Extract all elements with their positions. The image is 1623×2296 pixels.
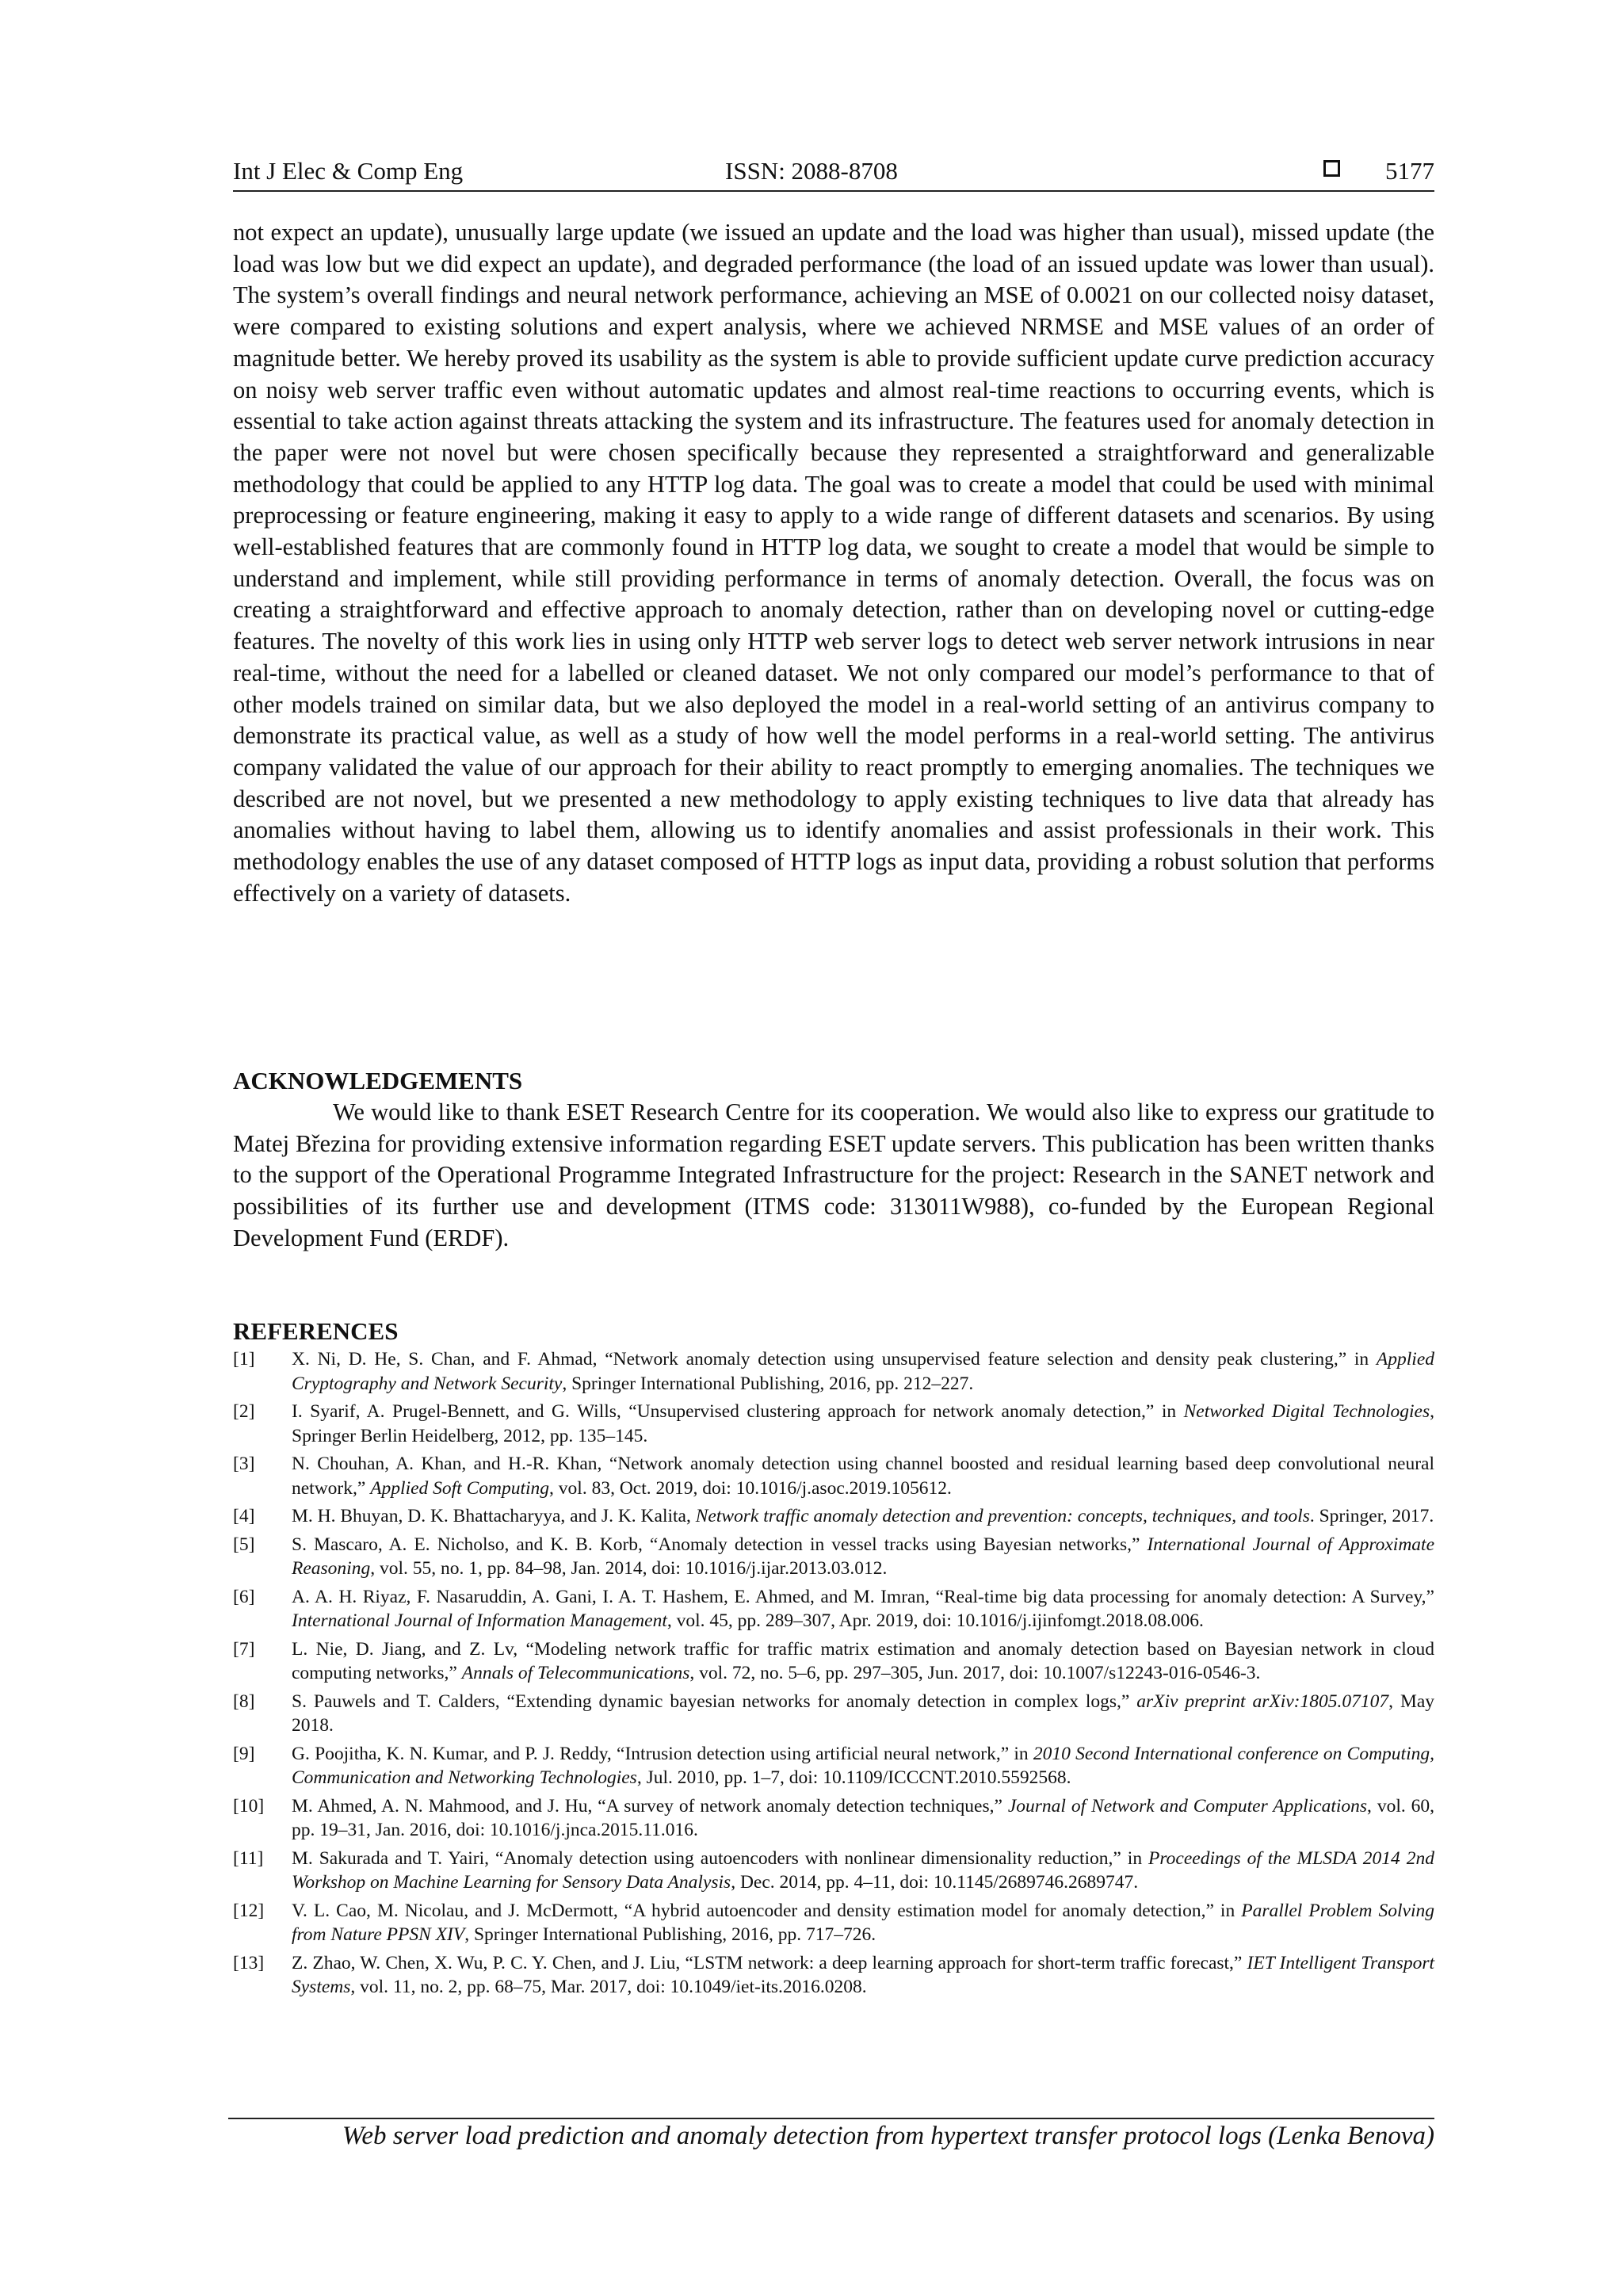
- reference-number: [3]: [233, 1454, 255, 1474]
- reference-details: , May 2018.: [292, 1690, 1435, 1736]
- reference-authors-title: Z. Zhao, W. Chen, X. Wu, P. C. Y. Chen, and J. Liu, “LSTM network: a deep learning approach for short-term traffic forecast,”: [292, 1952, 1247, 1973]
- reference-item: [233, 1690, 1434, 1738]
- reference-venue: International Journal of Information Management: [292, 1610, 667, 1631]
- reference-item: [233, 1533, 1434, 1581]
- square-icon: [1323, 160, 1340, 177]
- reference-details: , vol. 11, no. 2, pp. 68–75, Mar. 2017, doi: 10.1049/iet-its.2016.0208.: [350, 1977, 867, 1997]
- reference-number: [5]: [233, 1534, 255, 1555]
- reference-authors-title: N. Chouhan, A. Khan, and H.-R. Khan, “Network anomaly detection using channel boosted and residual learning based deep convolutional neural network,”: [292, 1454, 1434, 1499]
- reference-number: [7]: [233, 1638, 255, 1660]
- reference-venue: Applied Cryptography and Network Security: [292, 1349, 1434, 1394]
- reference-venue: International Journal of Approximate Reasoning: [292, 1534, 1435, 1579]
- reference-item: [233, 1585, 1434, 1633]
- reference-number: [1]: [233, 1349, 255, 1370]
- reference-details: , Springer Berlin Heidelberg, 2012, pp. 135–145.: [292, 1401, 1435, 1446]
- reference-item: [233, 1899, 1434, 1947]
- reference-venue: Annals of Telecommunications: [461, 1663, 690, 1683]
- reference-details: , vol. 83, Oct. 2019, doi: 10.1016/j.asoc.2019.105612.: [549, 1477, 952, 1499]
- reference-item: [233, 1504, 1434, 1529]
- running-footer: Web server load prediction and anomaly detection from hypertext transfer protocol logs (Lenka Benova): [342, 2122, 1434, 2150]
- reference-details: , Springer International Publishing, 2016, pp. 212–227.: [562, 1373, 974, 1394]
- reference-venue: Networked Digital Technologies: [1183, 1401, 1430, 1422]
- reference-number: [12]: [233, 1900, 265, 1921]
- acknowledgements-paragraph: We would like to thank ESET Research Centre for its cooperation. We would also like to express our gratitude to Matej Březina for providing extensive information regarding ESET update servers. This publication has been written thanks to the support of the Operational Programme Integrated Infrastructure for the project: Research in the SANET network and possibilities of its further use and development (ITMS code: 313011W988), co-funded by the European Regional Development Fund (ERDF).: [233, 1098, 1434, 1251]
- reference-venue: Proceedings of the MLSDA 2014 2nd Workshop on Machine Learning for Sensory Data Analysis: [292, 1847, 1434, 1893]
- reference-item: [233, 1347, 1434, 1396]
- reference-authors-title: G. Poojitha, K. N. Kumar, and P. J. Reddy, “Intrusion detection using artificial neural network,” in: [292, 1743, 1033, 1764]
- reference-details: . Springer, 2017.: [1309, 1506, 1434, 1526]
- reference-venue: arXiv preprint arXiv:1805.07107: [1136, 1690, 1389, 1712]
- reference-authors-title: S. Mascaro, A. E. Nicholso, and K. B. Korb, “Anomaly detection in vessel tracks using Bayesian networks,”: [292, 1534, 1148, 1555]
- header-issn: ISSN: 2088-8708: [725, 157, 898, 185]
- reference-details: , vol. 60, pp. 19–31, Jan. 2016, doi: 10.1016/j.jnca.2015.11.016.: [292, 1795, 1435, 1840]
- header-rule: [233, 190, 1434, 192]
- acknowledgements-heading: ACKNOWLEDGEMENTS: [233, 1067, 523, 1095]
- reference-item: [233, 1637, 1434, 1686]
- reference-authors-title: L. Nie, D. Jiang, and Z. Lv, “Modeling network traffic for traffic matrix estimation and anomaly detection based on Bayesian network in cloud computing networks,”: [292, 1638, 1434, 1683]
- reference-details: , vol. 72, no. 5–6, pp. 297–305, Jun. 2017, doi: 10.1007/s12243-016-0546-3.: [689, 1663, 1261, 1683]
- reference-authors-title: X. Ni, D. He, S. Chan, and F. Ahmad, “Network anomaly detection using unsupervised feature selection and density peak clustering,” in: [292, 1349, 1377, 1370]
- reference-details: , Dec. 2014, pp. 4–11, doi: 10.1145/2689746.2689747.: [731, 1872, 1139, 1893]
- reference-number: [9]: [233, 1743, 255, 1764]
- reference-details: , vol. 55, no. 1, pp. 84–98, Jan. 2014, doi: 10.1016/j.ijar.2013.03.012.: [370, 1558, 888, 1579]
- reference-item: [233, 1951, 1434, 2000]
- reference-item: [233, 1452, 1434, 1500]
- reference-list: [233, 1347, 1434, 2004]
- reference-venue: Journal of Network and Computer Applications: [1007, 1795, 1368, 1817]
- references-heading: REFERENCES: [233, 1317, 399, 1345]
- reference-details: , Jul. 2010, pp. 1–7, doi: 10.1109/ICCCNT.2010.5592568.: [636, 1767, 1071, 1788]
- reference-authors-title: M. Sakurada and T. Yairi, “Anomaly detection using autoencoders with nonlinear dimensionality reduction,” in: [292, 1847, 1149, 1869]
- reference-authors-title: V. L. Cao, M. Nicolau, and J. McDermott, “A hybrid autoencoder and density estimation model for anomaly detection,” in: [292, 1900, 1242, 1921]
- reference-number: [2]: [233, 1401, 255, 1422]
- reference-venue: IET Intelligent Transport Systems: [292, 1952, 1434, 1997]
- reference-details: , Springer International Publishing, 2016, pp. 717–726.: [464, 1924, 876, 1945]
- reference-number: [4]: [233, 1506, 255, 1526]
- reference-number: [6]: [233, 1586, 255, 1607]
- reference-number: [10]: [233, 1795, 265, 1817]
- reference-item: [233, 1794, 1434, 1843]
- reference-authors-title: M. H. Bhuyan, D. K. Bhattacharyya, and J. K. Kalita,: [292, 1506, 696, 1526]
- reference-venue: 2010 Second International conference on Computing, Communication and Networking Technologies: [292, 1743, 1434, 1788]
- reference-venue: Applied Soft Computing: [370, 1477, 550, 1499]
- reference-number: [13]: [233, 1952, 265, 1973]
- reference-authors-title: S. Pauwels and T. Calders, “Extending dynamic bayesian networks for anomaly detection in complex logs,”: [292, 1690, 1137, 1712]
- reference-number: [11]: [233, 1847, 264, 1869]
- reference-item: [233, 1400, 1434, 1448]
- reference-item: [233, 1847, 1434, 1895]
- body-paragraph: not expect an update), unusually large update (we issued an update and the load was higher than usual), missed update (the load was low but we did expect an update), and degraded performance (the load of an issued update was lower than usual). The system’s overall findings and neural network performance, achieving an MSE of 0.0021 on our collected noisy dataset, were compared to existing solutions and expert analysis, where we achieved NRMSE and MSE values of an order of magnitude better. We hereby proved its usability as the system is able to provide sufficient update curve prediction accuracy on noisy web server traffic even without automatic updates and almost real-time reactions to occurring events, which is essential to take action against threats attacking the system and its infrastructure. The features used for anomaly detection in the paper were not novel but were chosen specifically because they represented a straightforward and generalizable methodology that could be applied to any HTTP log data. The goal was to create a model that could be used with minimal preprocessing or feature engineering, making it easy to apply to a wide range of different datasets and scenarios. By using well-established features that are commonly found in HTTP log data, we sought to create a model that would be simple to understand and implement, while still providing performance in terms of anomaly detection. Overall, the focus was on creating a straightforward and effective approach to anomaly detection, rather than on developing novel or cutting-edge features. The novelty of this work lies in using only HTTP web server logs to detect web server network intrusions in near real-time, without the need for a labelled or cleaned dataset. We not only compared our model’s performance to that of other models trained on similar data, but we also deployed the model in a real-world setting of an antivirus company to demonstrate its practical value, as well as a study of how well the model performs in a real-world setting. The antivirus company validated the value of our approach for their ability to react promptly to emerging anomalies. The techniques we described are not novel, but we presented a new methodology to apply existing techniques to live data that already has anomalies without having to label them, allowing us to identify anomalies and assist professionals in their work. This methodology enables the use of any dataset composed of HTTP logs as input data, providing a robust solution that performs effectively on a variety of datasets.: [233, 219, 1434, 907]
- reference-venue: Parallel Problem Solving from Nature PPSN XIV: [292, 1900, 1434, 1945]
- reference-number: [8]: [233, 1690, 255, 1712]
- header-page-number: 5177: [1385, 157, 1434, 185]
- reference-venue: Network traffic anomaly detection and prevention: concepts, techniques, and tools: [695, 1506, 1310, 1526]
- reference-details: , vol. 45, pp. 289–307, Apr. 2019, doi: 10.1016/j.ijinfomgt.2018.08.006.: [666, 1610, 1204, 1631]
- header-journal: Int J Elec & Comp Eng: [233, 157, 464, 185]
- reference-item: [233, 1742, 1434, 1790]
- reference-authors-title: A. A. H. Riyaz, F. Nasaruddin, A. Gani, I. A. T. Hashem, E. Ahmed, and M. Imran, “Real-time big data processing for anomaly detection: A Survey,”: [292, 1586, 1434, 1607]
- reference-authors-title: M. Ahmed, A. N. Mahmood, and J. Hu, “A survey of network anomaly detection techniques,”: [292, 1795, 1008, 1817]
- reference-authors-title: I. Syarif, A. Prugel-Bennett, and G. Wills, “Unsupervised clustering approach for network anomaly detection,” in: [292, 1401, 1184, 1422]
